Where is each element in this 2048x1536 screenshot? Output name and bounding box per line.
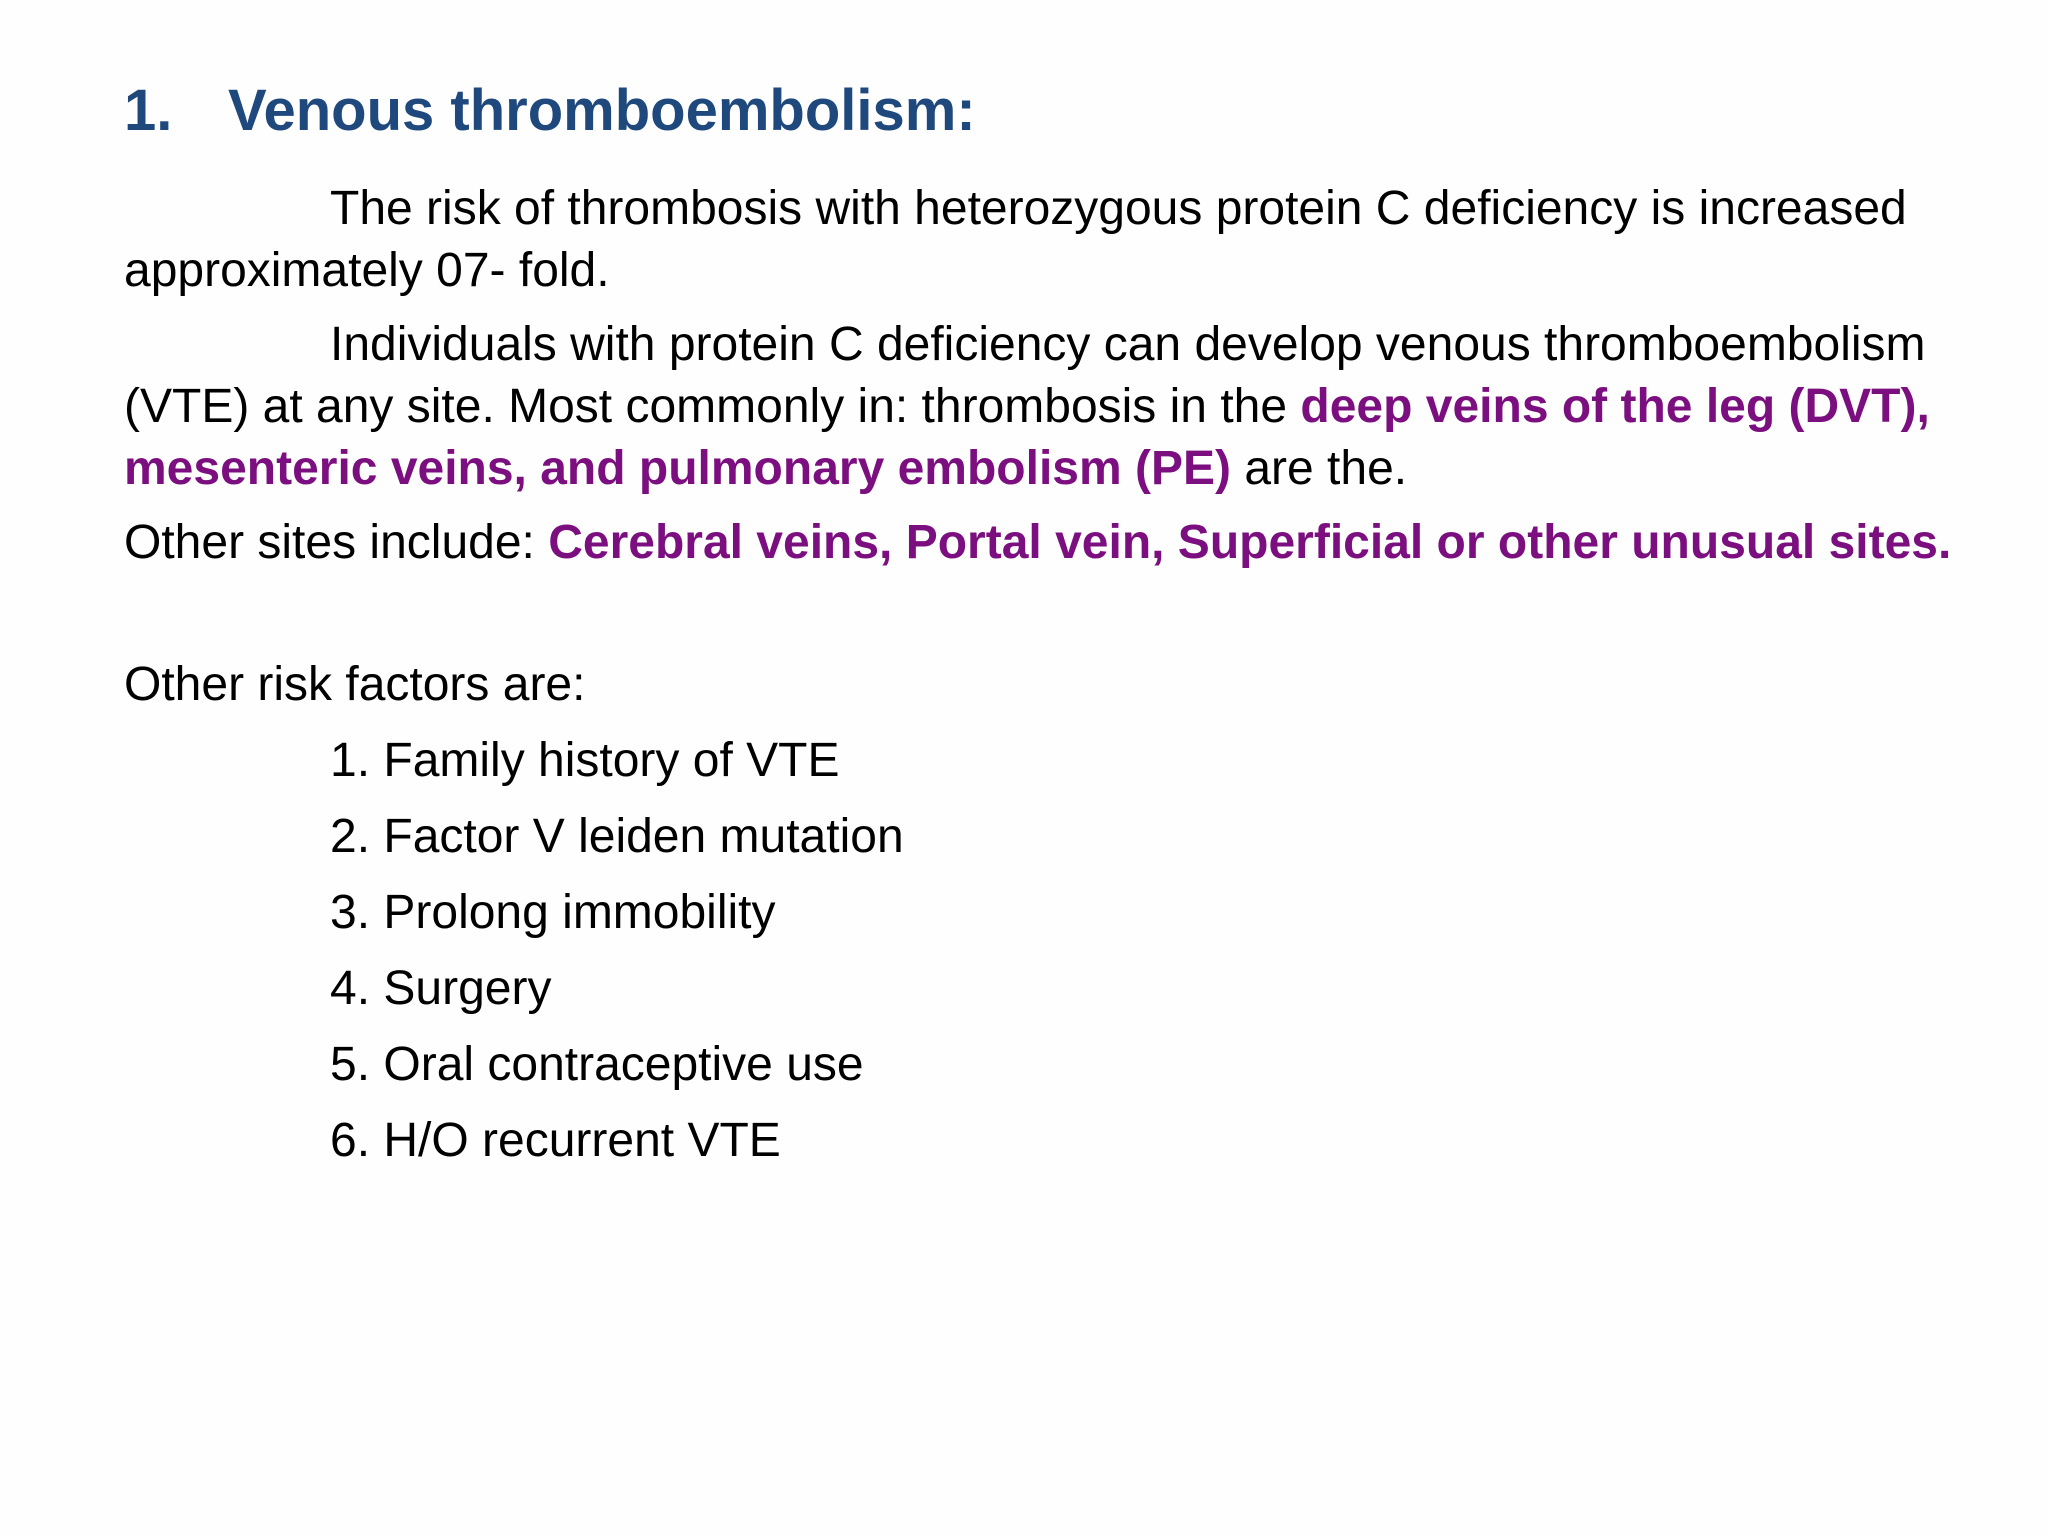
paragraph-other-sites	[124, 512, 1954, 574]
slide-body	[124, 178, 1954, 1186]
paragraph-other-sites-text: Other sites include:	[124, 516, 549, 569]
list-item: 2. Factor V leiden mutation	[330, 810, 904, 863]
paragraph-vte-end: are the.	[1231, 442, 1408, 495]
paragraph-vte-sites	[124, 314, 1954, 500]
list-item: 3. Prolong immobility	[330, 886, 776, 939]
paragraph-vte-highlight: deep veins of the leg (DVT), mesenteric veins, and pulmonary embolism (PE)	[124, 380, 1930, 495]
spacer	[124, 586, 1954, 654]
list-item: 6. H/O recurrent VTE	[330, 1114, 781, 1167]
paragraph-vte-text: Individuals with protein C deficiency can develop venous thromboembolism (VTE) at any site. Most commonly in: thrombosis in the	[124, 318, 1926, 433]
list-item: 4. Surgery	[330, 962, 552, 1015]
risk-factors-heading: Other risk factors are:	[124, 658, 586, 711]
title-number: 1.	[124, 78, 173, 143]
paragraph-risk-text: The risk of thrombosis with heterozygous protein C deficiency is increased approximately 07- fold.	[124, 182, 1907, 297]
paragraph-risk	[124, 178, 1954, 302]
list-item: 1. Family history of VTE	[330, 734, 840, 787]
list-item: 5. Oral contraceptive use	[330, 1038, 864, 1091]
slide-title	[124, 78, 976, 143]
paragraph-other-sites-highlight: Cerebral veins, Portal vein, Superficial or other unusual sites.	[548, 516, 1952, 569]
title-text: Venous thromboembolism:	[228, 78, 976, 143]
risk-factors-list	[124, 730, 1954, 1186]
